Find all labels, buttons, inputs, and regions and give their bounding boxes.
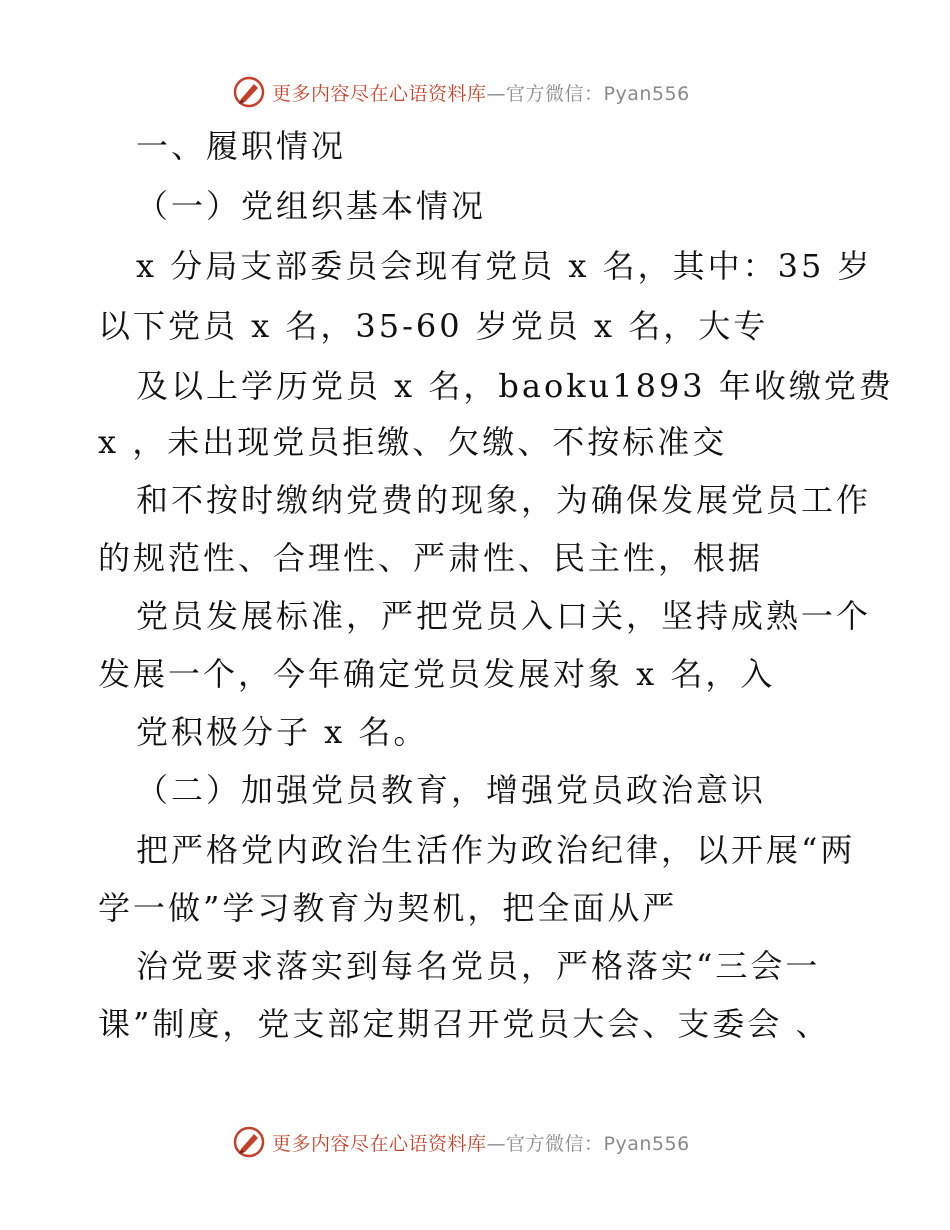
paragraph-line: 课”制度，党支部定期召开党员大会、支委会 、 <box>98 1005 831 1043</box>
paragraph-line: 及以上学历党员 x 名，baoku1893 年收缴党费 <box>136 367 894 405</box>
paragraph-line: 把严格党内政治生活作为政治纪律，以开展“两 <box>136 831 856 869</box>
header-watermark-banner <box>0 72 950 112</box>
paragraph-line: 党员发展标准，严把党员入口关，坚持成熟一个 <box>136 597 872 635</box>
subsection-heading: （一）党组织基本情况 <box>136 187 487 225</box>
watermark-text: 更多内容尽在心语资料库—官方微信：Pyan556 <box>272 82 690 105</box>
paragraph-line: 的规范性、合理性、严肃性、民主性，根据 <box>98 539 764 577</box>
paragraph-line: 以下党员 x 名，35-60 岁党员 x 名，大专 <box>98 307 769 345</box>
paragraph-line: 党积极分子 x 名。 <box>136 713 429 751</box>
paragraph-line: x 分局支部委员会现有党员 x 名，其中：35 岁 <box>136 247 873 285</box>
watermark-text: 更多内容尽在心语资料库—官方微信：Pyan556 <box>272 1132 690 1155</box>
footer-watermark-banner <box>0 1122 950 1162</box>
paragraph-line: 治党要求落实到每名党员，严格落实“三会一 <box>136 947 821 985</box>
section-heading: 一、履职情况 <box>136 127 347 165</box>
pen-logo-icon <box>232 75 266 109</box>
subsection-heading: （二）加强党员教育，增强党员政治意识 <box>136 771 767 809</box>
pen-logo-icon <box>232 1125 266 1159</box>
paragraph-line: 发展一个，今年确定党员发展对象 x 名，入 <box>98 655 776 693</box>
paragraph-line: x ，未出现党员拒缴、欠缴、不按标准交 <box>98 423 728 461</box>
paragraph-line: 和不按时缴纳党费的现象，为确保发展党员工作 <box>136 481 872 519</box>
paragraph-line: 学一做”学习教育为契机，把全面从严 <box>98 889 678 927</box>
